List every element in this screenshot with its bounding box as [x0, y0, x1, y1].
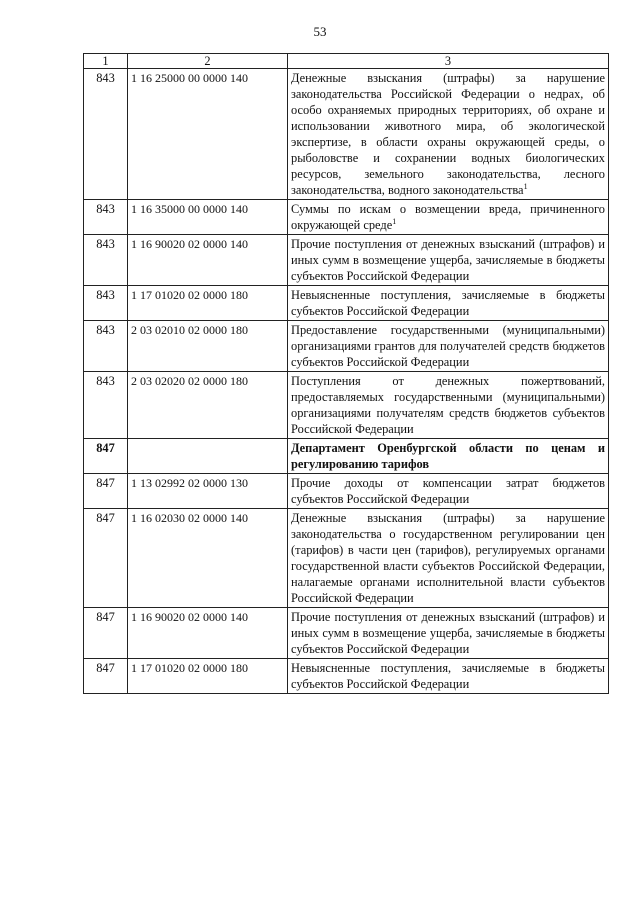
department-row	[84, 439, 609, 474]
table-row	[84, 321, 609, 372]
revenue-description-text: Денежные взыскания (штрафы) за нарушение законодательства Российской Федерации о недрах, об особо охраняемых природных территориях, об охране и использовании животного мира, об экологической экспертизе, в области охраны окружающей среды, о рыболовстве и сохранении водных биологических ресурсов, земельного законодательства, лесного законодательства, водного законодательства	[291, 71, 605, 197]
revenue-description-cell	[288, 659, 609, 694]
table-row	[84, 200, 609, 235]
admin-code-cell: 843	[84, 69, 128, 200]
footnote-marker: 1	[523, 181, 528, 191]
budget-classification-code-cell: 1 13 02992 02 0000 130	[128, 474, 288, 509]
revenue-description-cell	[288, 200, 609, 235]
budget-classification-code-cell: 2 03 02010 02 0000 180	[128, 321, 288, 372]
budget-classification-code-cell: 1 16 02030 02 0000 140	[128, 509, 288, 608]
budget-classification-code-cell: 1 16 25000 00 0000 140	[128, 69, 288, 200]
revenue-codes-table	[83, 53, 609, 694]
budget-classification-code-cell: 1 16 35000 00 0000 140	[128, 200, 288, 235]
revenue-description-text: Невыясненные поступления, зачисляемые в бюджеты субъектов Российской Федерации	[291, 661, 605, 691]
admin-code-cell: 847	[84, 659, 128, 694]
budget-classification-code-cell: 1 16 90020 02 0000 140	[128, 608, 288, 659]
column-header-2: 2	[128, 54, 288, 69]
column-header-3: 3	[288, 54, 609, 69]
revenue-description-text: Департамент Оренбургской области по ценам и регулированию тарифов	[291, 441, 605, 471]
table-row	[84, 286, 609, 321]
revenue-description-text: Прочие поступления от денежных взысканий (штрафов) и иных сумм в возмещение ущерба, зачисляемые в бюджеты субъектов Российской Федерации	[291, 237, 605, 283]
admin-code-cell: 843	[84, 372, 128, 439]
table-row	[84, 235, 609, 286]
table-row	[84, 659, 609, 694]
revenue-description-cell	[288, 69, 609, 200]
budget-classification-code-cell	[128, 439, 288, 474]
revenue-description-text: Прочие поступления от денежных взысканий (штрафов) и иных сумм в возмещение ущерба, зачисляемые в бюджеты субъектов Российской Федерации	[291, 610, 605, 656]
revenue-description-cell	[288, 509, 609, 608]
page-number: 53	[313, 24, 327, 39]
revenue-description-text: Суммы по искам о возмещении вреда, причиненного окружающей среде	[291, 202, 605, 232]
admin-code-cell: 843	[84, 200, 128, 235]
footnote-marker: 1	[392, 216, 397, 226]
budget-classification-code-cell: 1 16 90020 02 0000 140	[128, 235, 288, 286]
admin-code-cell: 847	[84, 439, 128, 474]
budget-classification-code-cell: 1 17 01020 02 0000 180	[128, 659, 288, 694]
admin-code-cell: 843	[84, 235, 128, 286]
table-row	[84, 372, 609, 439]
admin-code-cell: 843	[84, 286, 128, 321]
revenue-description-text: Невыясненные поступления, зачисляемые в бюджеты субъектов Российской Федерации	[291, 288, 605, 318]
revenue-description-text: Прочие доходы от компенсации затрат бюджетов субъектов Российской Федерации	[291, 476, 605, 506]
table-body	[84, 69, 609, 694]
table-header-row	[84, 54, 609, 69]
table-row	[84, 608, 609, 659]
revenue-description-cell	[288, 372, 609, 439]
table-row	[84, 509, 609, 608]
admin-code-cell: 847	[84, 608, 128, 659]
revenue-description-cell	[288, 608, 609, 659]
revenue-description-text: Предоставление государственными (муниципальными) организациями грантов для получателей средств бюджетов субъектов Российской Федерации	[291, 323, 605, 369]
revenue-description-cell	[288, 474, 609, 509]
revenue-description-cell	[288, 286, 609, 321]
revenue-description-cell	[288, 439, 609, 474]
budget-classification-code-cell: 1 17 01020 02 0000 180	[128, 286, 288, 321]
revenue-description-text: Денежные взыскания (штрафы) за нарушение законодательства о государственном регулировании цен (тарифов) в части цен (тарифов), регулируемых органами государственной власти субъектов Российской Федерации, налагаемые органами исполнительной власти субъектов Российской Федерации	[291, 511, 605, 605]
revenue-description-text: Поступления от денежных пожертвований, предоставляемых государственными (муниципальными) организациями получателям средств бюджетов субъектов Российской Федерации	[291, 374, 605, 436]
admin-code-cell: 847	[84, 509, 128, 608]
revenue-description-cell	[288, 235, 609, 286]
column-header-1: 1	[84, 54, 128, 69]
admin-code-cell: 847	[84, 474, 128, 509]
budget-classification-code-cell: 2 03 02020 02 0000 180	[128, 372, 288, 439]
admin-code-cell: 843	[84, 321, 128, 372]
table-row	[84, 69, 609, 200]
revenue-description-cell	[288, 321, 609, 372]
table-row	[84, 474, 609, 509]
